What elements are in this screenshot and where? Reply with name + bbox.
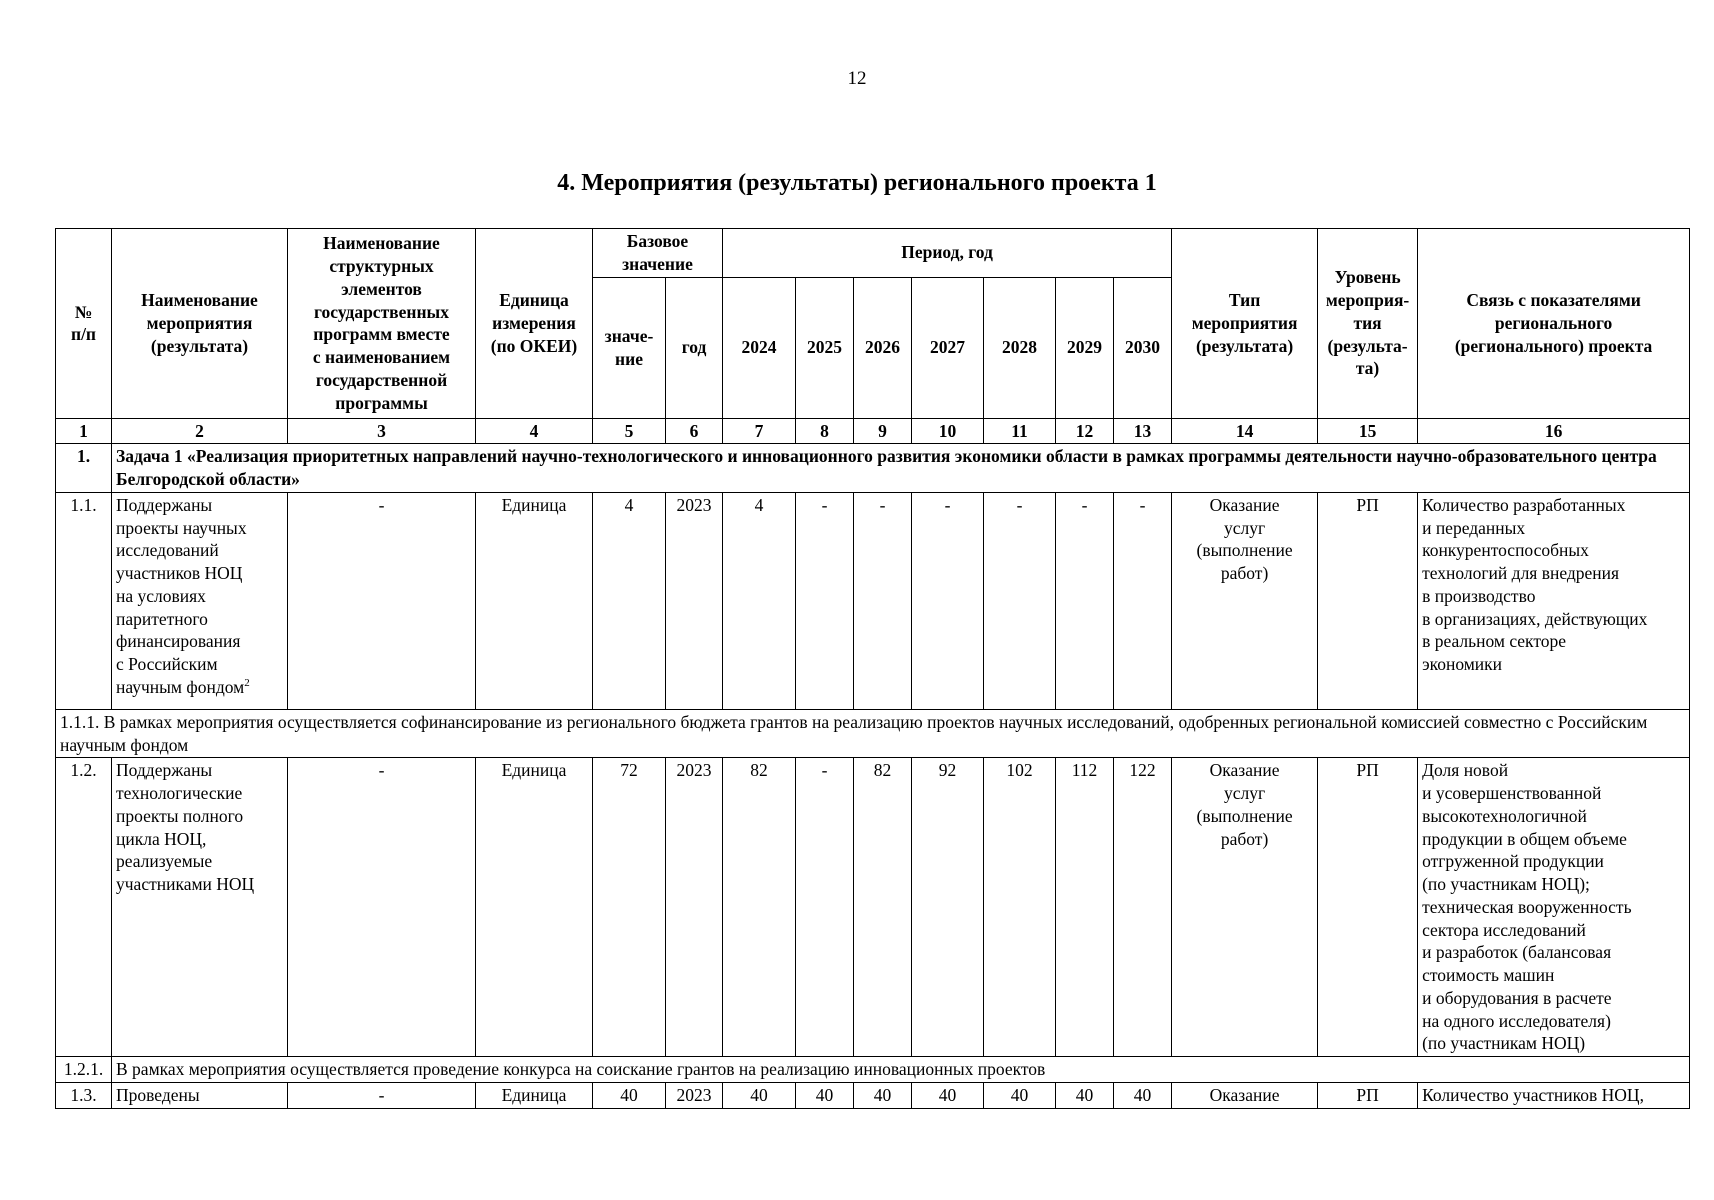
year-value: - bbox=[984, 492, 1056, 709]
year-value: - bbox=[1114, 492, 1172, 709]
table-row bbox=[56, 492, 1690, 709]
unit: Единица bbox=[476, 492, 593, 709]
column-number: 13 bbox=[1114, 418, 1172, 444]
event-name bbox=[112, 492, 288, 709]
task-row bbox=[56, 444, 1690, 493]
header-year: 2030 bbox=[1114, 277, 1172, 418]
footnote-mark: 2 bbox=[244, 676, 250, 689]
header-year: 2028 bbox=[984, 277, 1056, 418]
indicator-link: Количество участников НОЦ, bbox=[1418, 1083, 1690, 1109]
column-number: 11 bbox=[984, 418, 1056, 444]
header-unit: Единица измерения (по ОКЕИ) bbox=[476, 229, 593, 419]
year-value: 40 bbox=[854, 1083, 912, 1109]
year-value: - bbox=[854, 492, 912, 709]
event-name: Поддержаны технологические проекты полного цикла НОЦ, реализуемые участниками НОЦ bbox=[112, 758, 288, 1057]
row-number: 1.2. bbox=[56, 758, 112, 1057]
row-number: 1.1. bbox=[56, 492, 112, 709]
task-number: 1. bbox=[56, 444, 112, 493]
header-base: Базовое значение bbox=[593, 229, 723, 278]
year-value: 40 bbox=[984, 1083, 1056, 1109]
year-value: 82 bbox=[723, 758, 796, 1057]
column-number: 8 bbox=[796, 418, 854, 444]
note-text: 1.1.1. В рамках мероприятия осуществляется софинансирование из регионального бюджета грантов на реализацию проектов научных исследований, одобренных региональной комиссией совместно с Российским научным фондом bbox=[56, 709, 1690, 758]
column-number: 7 bbox=[723, 418, 796, 444]
base-year: 2023 bbox=[666, 758, 723, 1057]
header-year: 2024 bbox=[723, 277, 796, 418]
header-year: 2025 bbox=[796, 277, 854, 418]
year-value: 4 bbox=[723, 492, 796, 709]
year-value: - bbox=[796, 758, 854, 1057]
header-year: 2027 bbox=[912, 277, 984, 418]
year-value: 40 bbox=[723, 1083, 796, 1109]
page-number: 12 bbox=[847, 68, 867, 89]
base-value: 4 bbox=[593, 492, 666, 709]
column-number: 10 bbox=[912, 418, 984, 444]
page-title: 4. Мероприятия (результаты) регионального проекта 1 bbox=[557, 170, 1157, 196]
year-value: 112 bbox=[1056, 758, 1114, 1057]
base-year: 2023 bbox=[666, 1083, 723, 1109]
note-row bbox=[56, 1057, 1690, 1083]
event-type: Оказание услуг (выполнение работ) bbox=[1172, 492, 1318, 709]
year-value: 40 bbox=[1114, 1083, 1172, 1109]
year-value: 40 bbox=[912, 1083, 984, 1109]
header-name: Наименование мероприятия (результата) bbox=[112, 229, 288, 419]
year-value: 122 bbox=[1114, 758, 1172, 1057]
base-value: 72 bbox=[593, 758, 666, 1057]
header-level: Уровень мероприя- тия (результа- та) bbox=[1318, 229, 1418, 419]
event-level: РП bbox=[1318, 1083, 1418, 1109]
unit: Единица bbox=[476, 1083, 593, 1109]
header-type: Тип мероприятия (результата) bbox=[1172, 229, 1318, 419]
column-number: 1 bbox=[56, 418, 112, 444]
column-number: 2 bbox=[112, 418, 288, 444]
note-row bbox=[56, 709, 1690, 758]
column-number: 6 bbox=[666, 418, 723, 444]
header-year: 2029 bbox=[1056, 277, 1114, 418]
task-text: Задача 1 «Реализация приоритетных направлений научно-технологического и инновационного развития экономики области в рамках программы деятельности научно-образовательного центра Белгородской области» bbox=[112, 444, 1690, 493]
event-name: Проведены bbox=[112, 1083, 288, 1109]
event-type: Оказание bbox=[1172, 1083, 1318, 1109]
struct-element: - bbox=[288, 1083, 476, 1109]
column-number: 15 bbox=[1318, 418, 1418, 444]
table-row bbox=[56, 758, 1690, 1057]
column-number: 12 bbox=[1056, 418, 1114, 444]
event-level: РП bbox=[1318, 758, 1418, 1057]
indicator-link: Доля новой и усовершенствованной высокотехнологичной продукции в общем объеме отгруженной продукции (по участникам НОЦ); техническая вооруженность сектора исследований и разработок (балансовая стоимость машин и оборудования в расчете на одного исследователя) (по участникам НОЦ) bbox=[1418, 758, 1690, 1057]
base-year: 2023 bbox=[666, 492, 723, 709]
header-period: Период, год bbox=[723, 229, 1172, 278]
note-number: 1.2.1. bbox=[56, 1057, 112, 1083]
struct-element: - bbox=[288, 758, 476, 1057]
header-num: № п/п bbox=[56, 229, 112, 419]
column-number: 16 bbox=[1418, 418, 1690, 444]
column-number: 14 bbox=[1172, 418, 1318, 444]
indicator-link: Количество разработанных и переданных конкурентоспособных технологий для внедрения в производство в организациях, действующих в реальном секторе экономики bbox=[1418, 492, 1690, 709]
event-name-text: Поддержаны проекты научных исследований участников НОЦ на условиях паритетного финансирования с Российским научным фондом bbox=[116, 494, 247, 697]
events-table bbox=[55, 228, 1690, 1109]
column-number: 4 bbox=[476, 418, 593, 444]
year-value: 82 bbox=[854, 758, 912, 1057]
event-type: Оказание услуг (выполнение работ) bbox=[1172, 758, 1318, 1057]
header-base-year: год bbox=[666, 277, 723, 418]
table-row bbox=[56, 1083, 1690, 1109]
note-text: В рамках мероприятия осуществляется проведение конкурса на соискание грантов на реализацию инновационных проектов bbox=[112, 1057, 1690, 1083]
year-value: 40 bbox=[1056, 1083, 1114, 1109]
column-number: 3 bbox=[288, 418, 476, 444]
column-numbers-row bbox=[56, 418, 1690, 444]
column-number: 5 bbox=[593, 418, 666, 444]
year-value: - bbox=[1056, 492, 1114, 709]
event-level: РП bbox=[1318, 492, 1418, 709]
base-value: 40 bbox=[593, 1083, 666, 1109]
header-link: Связь с показателями регионального (регионального) проекта bbox=[1418, 229, 1690, 419]
struct-element: - bbox=[288, 492, 476, 709]
header-base-value: значе- ние bbox=[593, 277, 666, 418]
year-value: 92 bbox=[912, 758, 984, 1057]
column-number: 9 bbox=[854, 418, 912, 444]
row-number: 1.3. bbox=[56, 1083, 112, 1109]
year-value: 102 bbox=[984, 758, 1056, 1057]
year-value: - bbox=[912, 492, 984, 709]
year-value: 40 bbox=[796, 1083, 854, 1109]
header-struct: Наименование структурных элементов государственных программ вместе с наименованием государственной программы bbox=[288, 229, 476, 419]
header-year: 2026 bbox=[854, 277, 912, 418]
unit: Единица bbox=[476, 758, 593, 1057]
year-value: - bbox=[796, 492, 854, 709]
